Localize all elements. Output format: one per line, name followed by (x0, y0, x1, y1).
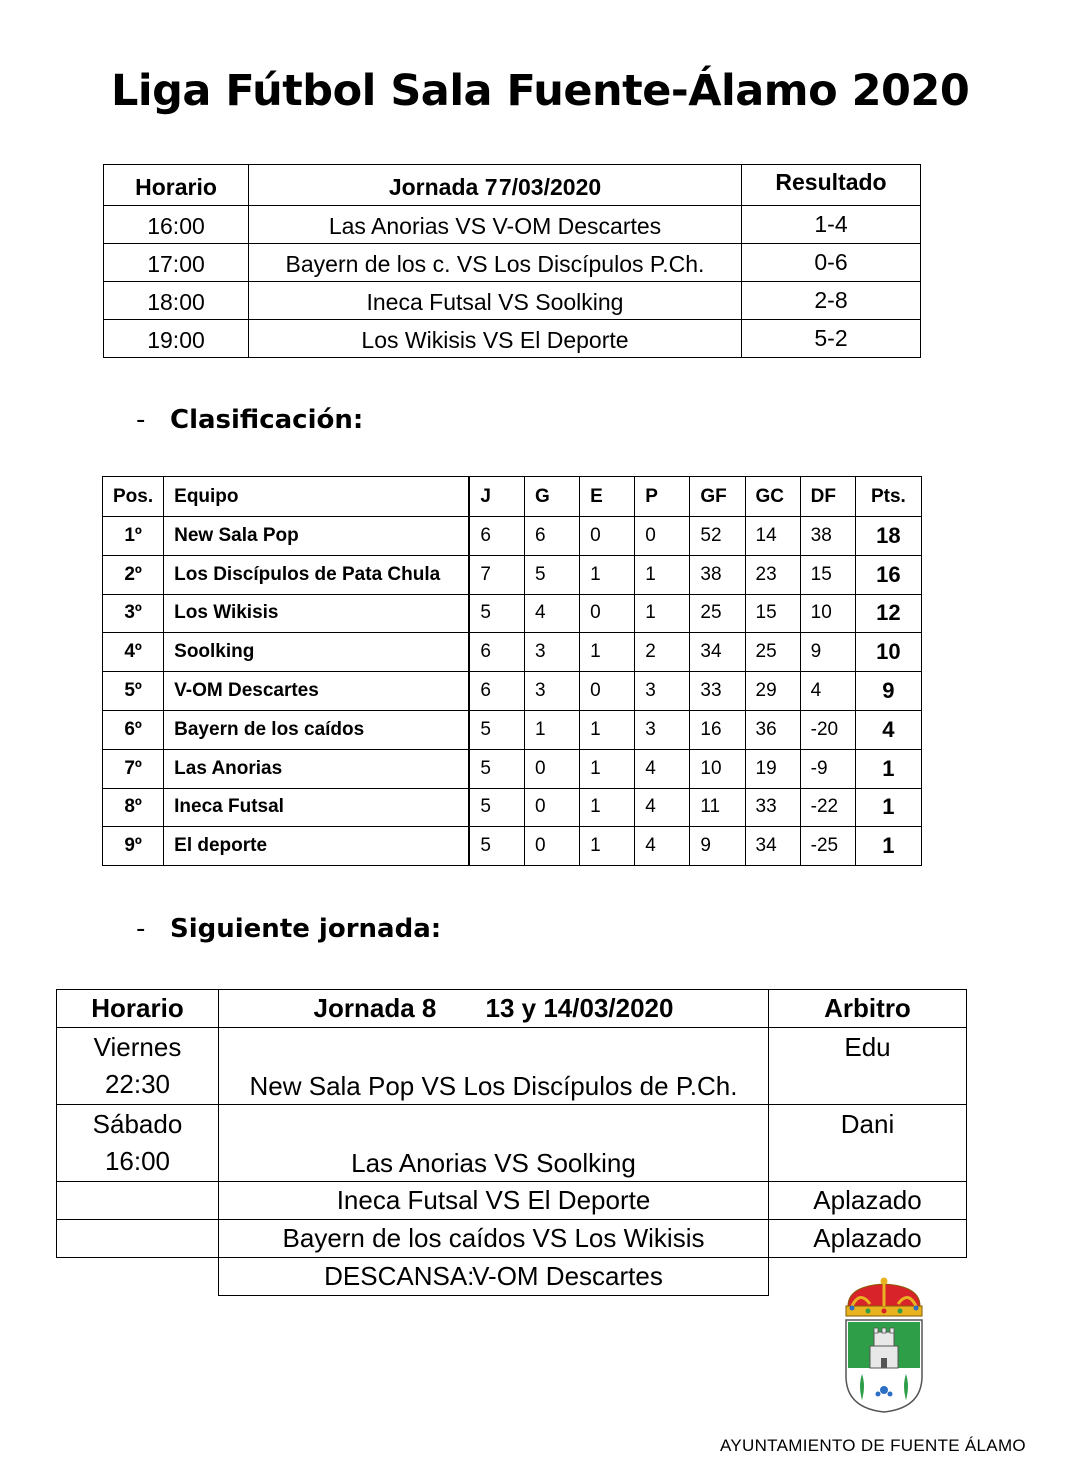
position-cell: 7º (103, 749, 164, 788)
position-cell: 1º (103, 517, 164, 556)
match-teams: Ineca Futsal VS El Deporte (219, 1182, 769, 1220)
match-teams: Ineca Futsal VS Soolking (249, 282, 742, 320)
header-horario: Horario (104, 165, 249, 206)
bullet-dash: - (136, 405, 146, 435)
played-cell: 6 (469, 672, 524, 711)
match-teams: Las Anorias VS V-OM Descartes (249, 206, 742, 244)
match-teams: Bayern de los caídos VS Los Wikisis (219, 1220, 769, 1258)
match-time (57, 1182, 219, 1220)
table-row (103, 827, 922, 866)
goal-diff-cell: 10 (800, 594, 855, 633)
goals-against-cell: 25 (745, 633, 800, 672)
header-j: J (469, 477, 524, 517)
goals-for-cell: 11 (690, 788, 745, 827)
goals-against-cell: 19 (745, 749, 800, 788)
won-cell: 0 (525, 827, 580, 866)
match-time (57, 1220, 219, 1258)
match-day: Viernes (93, 1032, 182, 1062)
goals-against-cell: 14 (745, 517, 800, 556)
match-referee: Edu (769, 1028, 967, 1105)
match-referee: Aplazado (769, 1220, 967, 1258)
goals-for-cell: 38 (690, 555, 745, 594)
team-name-cell: Bayern de los caídos (164, 710, 470, 749)
drawn-cell: 1 (580, 827, 635, 866)
played-cell: 6 (469, 633, 524, 672)
team-name-cell: El deporte (164, 827, 470, 866)
drawn-cell: 0 (580, 517, 635, 556)
team-name-cell: Soolking (164, 633, 470, 672)
goals-for-cell: 33 (690, 672, 745, 711)
page-title: Liga Fútbol Sala Fuente-Álamo 2020 (111, 66, 970, 116)
goal-diff-cell: 9 (800, 633, 855, 672)
lost-cell: 3 (635, 710, 690, 749)
match-referee: Dani (769, 1105, 967, 1182)
header-pts: Pts. (855, 477, 921, 517)
played-cell: 5 (469, 788, 524, 827)
goals-for-cell: 25 (690, 594, 745, 633)
match-time: 19:00 (104, 320, 249, 358)
header-g: G (525, 477, 580, 517)
team-name-cell: V-OM Descartes (164, 672, 470, 711)
position-cell: 5º (103, 672, 164, 711)
goals-against-cell: 29 (745, 672, 800, 711)
won-cell: 0 (525, 788, 580, 827)
match-time (57, 1028, 219, 1105)
drawn-cell: 1 (580, 710, 635, 749)
drawn-cell: 1 (580, 555, 635, 594)
jornada-date: 13 y 14/03/2020 (485, 993, 674, 1023)
table-row (104, 320, 921, 358)
table-row (57, 1028, 967, 1105)
points-cell: 10 (855, 633, 921, 672)
header-jornada (219, 990, 769, 1028)
table-header-row (104, 165, 921, 206)
match-time: 18:00 (104, 282, 249, 320)
lost-cell: 2 (635, 633, 690, 672)
lost-cell: 4 (635, 749, 690, 788)
goals-for-cell: 52 (690, 517, 745, 556)
goals-for-cell: 34 (690, 633, 745, 672)
bullet-dash: - (136, 914, 146, 944)
won-cell: 1 (525, 710, 580, 749)
team-name-cell: Las Anorias (164, 749, 470, 788)
goal-diff-cell: -25 (800, 827, 855, 866)
goal-diff-cell: -9 (800, 749, 855, 788)
table-row (103, 749, 922, 788)
rest-team-name: V-OM Descartes (472, 1261, 663, 1291)
goal-diff-cell: -22 (800, 788, 855, 827)
team-name-cell: Ineca Futsal (164, 788, 470, 827)
won-cell: 3 (525, 633, 580, 672)
footer-text: AYUNTAMIENTO DE FUENTE ÁLAMO (720, 1436, 1026, 1455)
points-cell: 16 (855, 555, 921, 594)
jornada-7-table (103, 164, 921, 358)
points-cell: 4 (855, 710, 921, 749)
standings-body (103, 517, 922, 866)
rest-team (219, 1258, 769, 1296)
table-header-row (57, 990, 967, 1028)
match-referee: Aplazado (769, 1182, 967, 1220)
header-gc: GC (745, 477, 800, 517)
match-result: 2-8 (742, 282, 921, 320)
table-row (104, 282, 921, 320)
rest-row (57, 1258, 967, 1296)
match-day: Sábado (92, 1109, 183, 1139)
empty-cell (57, 1258, 219, 1296)
points-cell: 18 (855, 517, 921, 556)
header-jornada (249, 165, 742, 206)
match-time: 16:00 (104, 206, 249, 244)
jornada-date: 7/03/2020 (498, 173, 602, 200)
rest-label: DESCANSA: (324, 1261, 475, 1291)
siguiente-heading (136, 914, 441, 944)
goals-for-cell: 10 (690, 749, 745, 788)
lost-cell: 1 (635, 555, 690, 594)
won-cell: 0 (525, 749, 580, 788)
won-cell: 3 (525, 672, 580, 711)
drawn-cell: 1 (580, 788, 635, 827)
points-cell: 1 (855, 827, 921, 866)
lost-cell: 3 (635, 672, 690, 711)
drawn-cell: 0 (580, 672, 635, 711)
match-time (57, 1105, 219, 1182)
goal-diff-cell: 15 (800, 555, 855, 594)
played-cell: 7 (469, 555, 524, 594)
played-cell: 6 (469, 517, 524, 556)
match-result: 1-4 (742, 206, 921, 244)
table-row (103, 594, 922, 633)
drawn-cell: 1 (580, 633, 635, 672)
points-cell: 1 (855, 788, 921, 827)
points-cell: 9 (855, 672, 921, 711)
table-row (103, 788, 922, 827)
position-cell: 3º (103, 594, 164, 633)
won-cell: 4 (525, 594, 580, 633)
goals-against-cell: 15 (745, 594, 800, 633)
header-df: DF (800, 477, 855, 517)
team-name-cell: New Sala Pop (164, 517, 470, 556)
table-header-row (103, 477, 922, 517)
won-cell: 5 (525, 555, 580, 594)
points-cell: 12 (855, 594, 921, 633)
team-name-cell: Los Discípulos de Pata Chula (164, 555, 470, 594)
goals-for-cell: 9 (690, 827, 745, 866)
goals-against-cell: 34 (745, 827, 800, 866)
header-e: E (580, 477, 635, 517)
table-row (103, 633, 922, 672)
position-cell: 6º (103, 710, 164, 749)
goals-against-cell: 23 (745, 555, 800, 594)
position-cell: 4º (103, 633, 164, 672)
match-teams: Bayern de los c. VS Los Discípulos P.Ch. (249, 244, 742, 282)
team-name-cell: Los Wikisis (164, 594, 470, 633)
jornada-label: Jornada 7 (388, 173, 498, 200)
goals-against-cell: 36 (745, 710, 800, 749)
table-row (103, 710, 922, 749)
points-cell: 1 (855, 749, 921, 788)
lost-cell: 4 (635, 827, 690, 866)
jornada-label: Jornada 8 (313, 993, 437, 1023)
jornada-8-table (56, 989, 967, 1296)
lost-cell: 4 (635, 788, 690, 827)
won-cell: 6 (525, 517, 580, 556)
section-title: Siguiente jornada: (170, 914, 442, 944)
match-result: 5-2 (742, 320, 921, 358)
standings-table (102, 476, 922, 866)
position-cell: 8º (103, 788, 164, 827)
goal-diff-cell: -20 (800, 710, 855, 749)
town-crest-logo (840, 1276, 928, 1414)
played-cell: 5 (469, 710, 524, 749)
header-gf: GF (690, 477, 745, 517)
goal-diff-cell: 38 (800, 517, 855, 556)
table-row (57, 1220, 967, 1258)
clasificacion-heading (136, 405, 363, 435)
match-teams: Los Wikisis VS El Deporte (249, 320, 742, 358)
goals-for-cell: 16 (690, 710, 745, 749)
header-pos: Pos. (103, 477, 164, 517)
played-cell: 5 (469, 749, 524, 788)
header-resultado: Resultado (742, 165, 921, 206)
crown-icon (846, 1278, 922, 1317)
lost-cell: 0 (635, 517, 690, 556)
header-p: P (635, 477, 690, 517)
match-hour: 22:30 (104, 1069, 171, 1099)
match-hour: 16:00 (104, 1146, 171, 1176)
goal-diff-cell: 4 (800, 672, 855, 711)
drawn-cell: 1 (580, 749, 635, 788)
drawn-cell: 0 (580, 594, 635, 633)
match-result: 0-6 (742, 244, 921, 282)
position-cell: 2º (103, 555, 164, 594)
table-row (57, 1105, 967, 1182)
lost-cell: 1 (635, 594, 690, 633)
table-row (103, 555, 922, 594)
table-row (104, 206, 921, 244)
match-teams: Las Anorias VS Soolking (219, 1105, 769, 1182)
header-equipo: Equipo (164, 477, 470, 517)
goals-against-cell: 33 (745, 788, 800, 827)
table-row (103, 517, 922, 556)
match-time: 17:00 (104, 244, 249, 282)
played-cell: 5 (469, 594, 524, 633)
table-row (57, 1182, 967, 1220)
header-horario: Horario (57, 990, 219, 1028)
section-title: Clasificación: (170, 405, 364, 435)
header-arbitro: Arbitro (769, 990, 967, 1028)
match-teams: New Sala Pop VS Los Discípulos de P.Ch. (219, 1028, 769, 1105)
played-cell: 5 (469, 827, 524, 866)
position-cell: 9º (103, 827, 164, 866)
table-row (104, 244, 921, 282)
table-row (103, 672, 922, 711)
